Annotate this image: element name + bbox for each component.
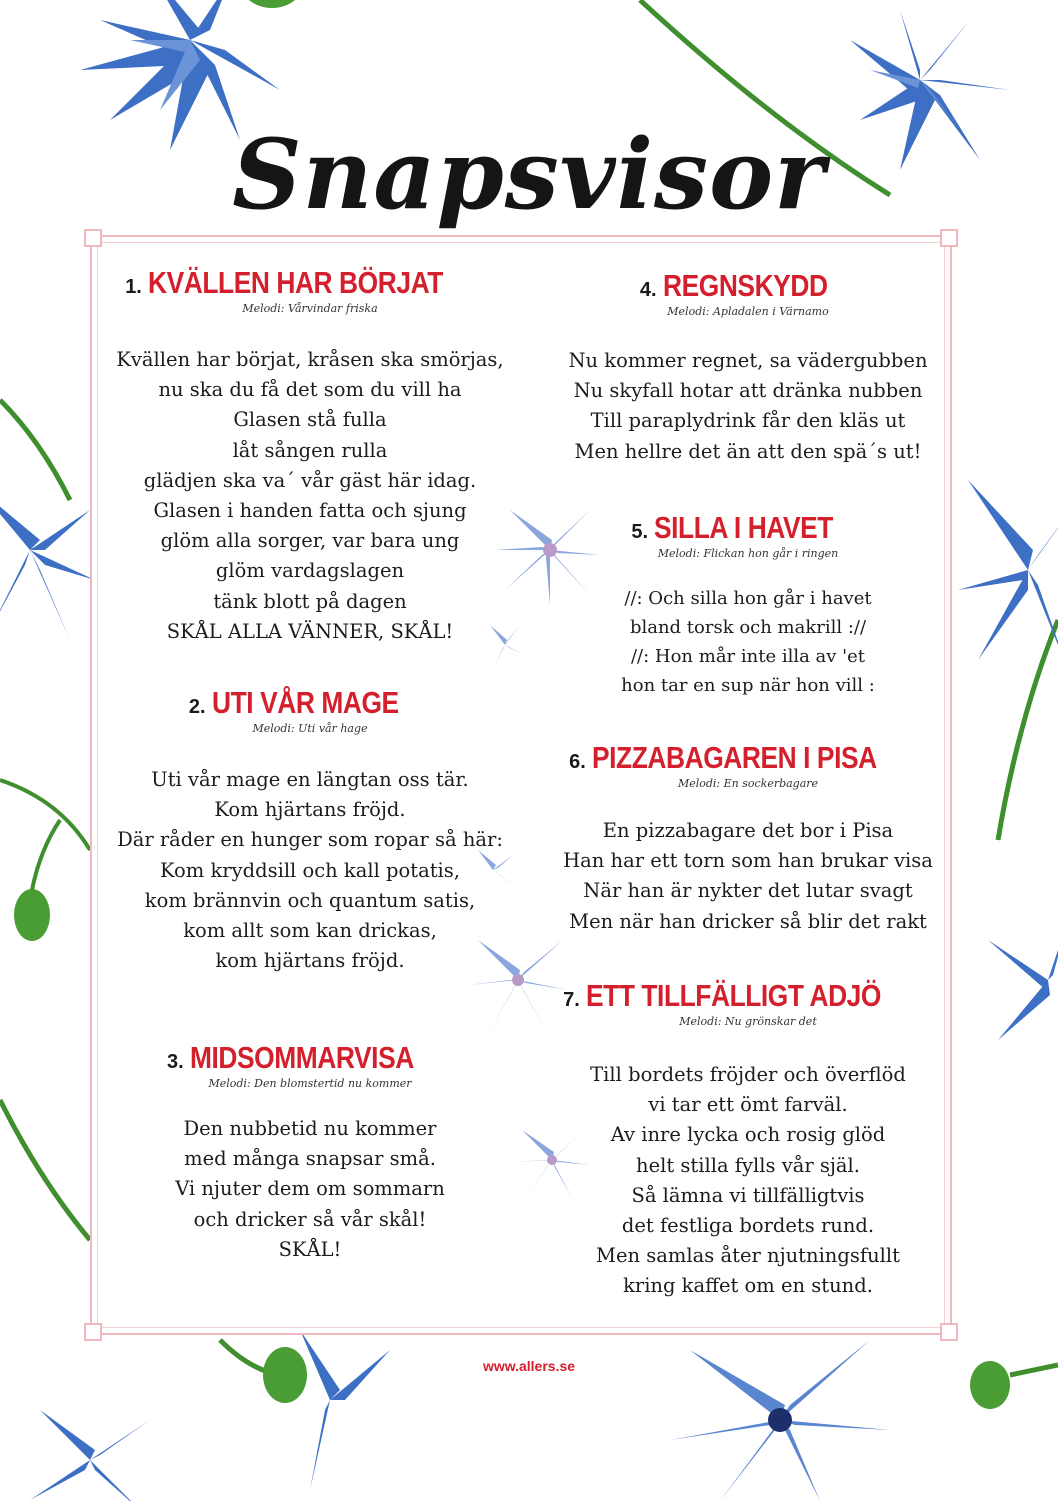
- lyric-line: Kom kryddsill och kall potatis,: [159, 858, 460, 882]
- lyric-line: Men samlas åter njutningsfullt: [596, 1244, 900, 1268]
- lyric-line: kom allt som kan drickas,: [183, 919, 437, 943]
- song-number: 6.: [569, 751, 586, 773]
- song-lyrics: [538, 1060, 958, 1302]
- song-title: PIZZABAGAREN I PISA: [591, 740, 877, 775]
- song-title: REGNSKYDD: [662, 268, 828, 303]
- lyric-line: med många snapsar små.: [184, 1147, 436, 1171]
- song-heading: [100, 685, 520, 721]
- frame-corner-ornament: [84, 1323, 102, 1341]
- lyric-line: vi tar ett ömt farväl.: [648, 1093, 848, 1117]
- lyric-line: Där råder en hunger som ropar så här:: [117, 828, 503, 852]
- song-heading: [100, 265, 520, 301]
- cornflower-bottom-icon: [0, 1320, 1058, 1501]
- lyric-line: Till bordets fröjder och överflöd: [590, 1063, 906, 1086]
- lyric-line: kom hjärtans fröjd.: [215, 949, 405, 973]
- song-number: 1.: [125, 276, 142, 298]
- song-heading: [538, 740, 958, 776]
- lyric-line: det festliga bordets rund.: [621, 1214, 875, 1238]
- lyric-line: En pizzabagare det bor i Pisa: [602, 819, 894, 842]
- song-title: SILLA I HAVET: [654, 510, 834, 545]
- song-melody: Melodi: Flickan hon går i ringen: [657, 547, 839, 560]
- footer-url[interactable]: www.allers.se: [482, 1358, 576, 1374]
- lyric-line: kom brännvin och quantum satis,: [144, 888, 476, 912]
- song-melody: Melodi: Uti vår hage: [252, 722, 368, 735]
- song-lyrics: [100, 345, 520, 647]
- song-lyrics: [100, 765, 520, 976]
- song-heading: [538, 268, 958, 304]
- frame-corner-ornament: [940, 229, 958, 247]
- song-number: 4.: [639, 279, 657, 301]
- song-number: 2.: [188, 696, 206, 718]
- lyric-line: SKÅL ALLA VÄNNER, SKÅL!: [166, 619, 454, 643]
- song-1: [100, 265, 520, 647]
- lyric-line: Av inre lycka och rosig glöd: [610, 1123, 886, 1147]
- lyric-line: Så lämna vi tillfälligtvis: [631, 1183, 865, 1207]
- song-melody: Melodi: Nu grönskar det: [679, 1015, 817, 1028]
- song-melody: Melodi: Den blomstertid nu kommer: [208, 1077, 412, 1090]
- lyric-line: nu ska du få det som du vill ha: [158, 378, 462, 402]
- lyric-line: bland torsk och makrill ://: [629, 617, 867, 638]
- song-lyrics: [100, 1114, 520, 1265]
- lyric-line: //: Hon mår inte illa av 'et: [630, 646, 866, 667]
- song-5: [538, 510, 958, 700]
- lyric-line: //: Och silla hon går i havet: [624, 588, 872, 609]
- song-number: 3.: [166, 1051, 184, 1073]
- lyric-line: Uti vår mage en längtan oss tär.: [151, 768, 469, 791]
- song-lyrics: [538, 816, 958, 937]
- song-2: [100, 685, 520, 976]
- lyric-line: Den nubbetid nu kommer: [183, 1117, 437, 1140]
- lyric-line: tänk blott på dagen: [213, 589, 407, 613]
- frame-corner-ornament: [84, 229, 102, 247]
- lyric-line: När han är nykter det lutar svagt: [583, 879, 913, 903]
- lyric-line: Kvällen har börjat, kråsen ska smörjas,: [116, 348, 504, 371]
- lyric-line: och dricker så vår skål!: [193, 1207, 427, 1231]
- lyric-line: glädjen ska va´ vår gäst här idag.: [143, 468, 477, 492]
- lyric-line: helt stilla fylls vår själ.: [636, 1153, 860, 1177]
- lyric-line: Men när han dricker så blir det rakt: [569, 909, 927, 933]
- lyric-line: låt sången rulla: [232, 438, 388, 462]
- lyric-line: glöm alla sorger, var bara ung: [160, 529, 460, 553]
- song-title: ETT TILLFÄLLIGT ADJÖ: [585, 978, 881, 1013]
- lyric-line: glöm vardagslagen: [215, 559, 405, 583]
- song-melody: Melodi: En sockerbagare: [677, 777, 819, 790]
- cornflower-right-icon: [958, 420, 1058, 1120]
- lyric-line: SKÅL!: [278, 1237, 342, 1261]
- song-heading: [100, 1040, 520, 1076]
- song-lyrics: [538, 584, 958, 700]
- frame-corner-ornament: [940, 1323, 958, 1341]
- lyric-line: Vi njuter dem om sommarn: [175, 1177, 445, 1201]
- song-heading: [538, 978, 958, 1014]
- page-title: Snapsvisor: [232, 118, 826, 231]
- lyric-line: Han har ett torn som han brukar visa: [563, 849, 933, 873]
- lyric-line: Nu skyfall hotar att dränka nubben: [573, 379, 923, 403]
- lyric-line: kring kaffet om en stund.: [623, 1274, 873, 1298]
- song-title: UTI VÅR MAGE: [211, 685, 399, 720]
- song-number: 5.: [631, 521, 649, 543]
- song-title: KVÄLLEN HAR BÖRJAT: [147, 265, 443, 300]
- song-lyrics: [538, 346, 958, 467]
- lyric-line: Glasen i handen fatta och sjung: [153, 499, 467, 523]
- cornflower-left-icon: [0, 380, 100, 1280]
- lyric-line: Till paraplydrink får den kläs ut: [590, 409, 906, 433]
- song-4: [538, 268, 958, 467]
- lyric-line: Glasen stå fulla: [233, 408, 387, 432]
- lyric-line: Kom hjärtans fröjd.: [214, 798, 406, 822]
- song-number: 7.: [563, 989, 580, 1011]
- lyric-line: hon tar en sup när hon vill :: [621, 675, 875, 696]
- song-heading: [538, 510, 958, 546]
- song-3: [100, 1040, 520, 1265]
- song-7: [538, 978, 958, 1302]
- lyric-line: Nu kommer regnet, sa vädergubben: [568, 349, 928, 372]
- song-6: [538, 740, 958, 937]
- lyric-line: Men hellre det än att den spä´s ut!: [574, 439, 922, 463]
- song-title: MIDSOMMARVISA: [189, 1040, 414, 1075]
- song-melody: Melodi: Apladalen i Värnamo: [667, 305, 829, 318]
- song-melody: Melodi: Vårvindar friska: [242, 302, 378, 315]
